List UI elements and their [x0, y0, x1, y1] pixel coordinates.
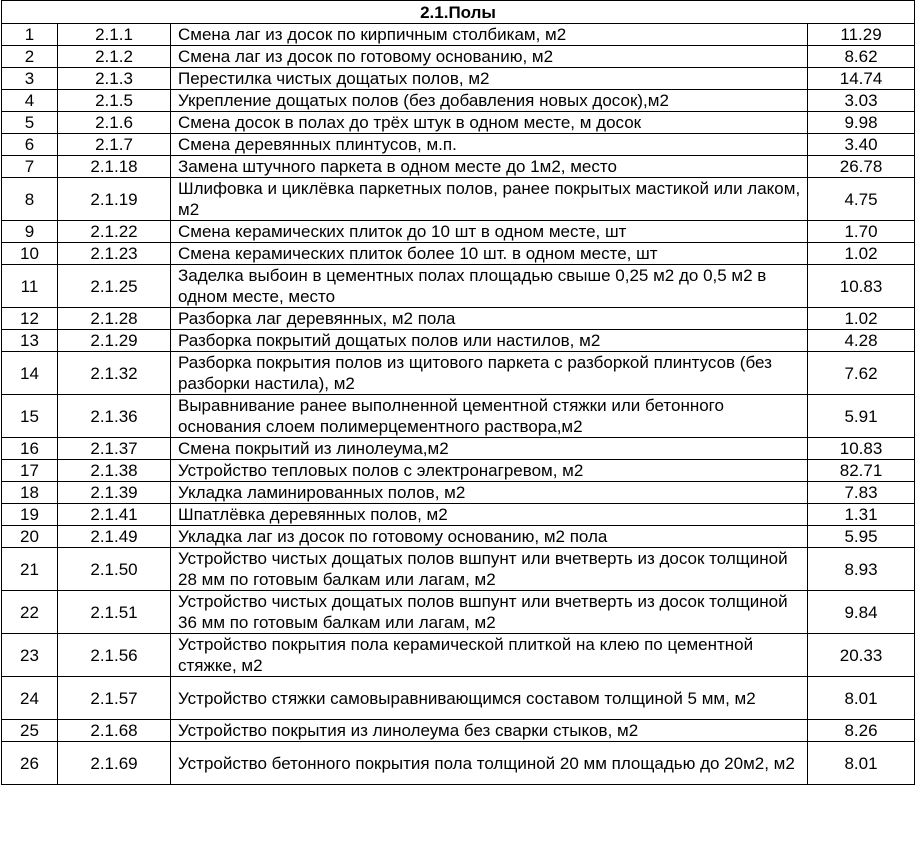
- item-value: 8.26: [808, 720, 915, 742]
- item-code: 2.1.28: [58, 308, 171, 330]
- table-title-row: [2, 1, 915, 24]
- item-value: 3.03: [808, 90, 915, 112]
- item-description: Устройство стяжки самовыравнивающимся составом толщиной 5 мм, м2: [171, 677, 808, 720]
- row-number: 7: [2, 156, 58, 178]
- item-description: Смена лаг из досок по кирпичным столбикам, м2: [171, 24, 808, 46]
- item-code: 2.1.32: [58, 352, 171, 395]
- item-value: 3.40: [808, 134, 915, 156]
- table-row: [2, 112, 915, 134]
- item-code: 2.1.50: [58, 548, 171, 591]
- table-row: [2, 156, 915, 178]
- row-number: 4: [2, 90, 58, 112]
- table-row: [2, 504, 915, 526]
- table-row: [2, 178, 915, 221]
- item-description: Разборка покрытий дощатых полов или настилов, м2: [171, 330, 808, 352]
- item-value: 14.74: [808, 68, 915, 90]
- row-number: 2: [2, 46, 58, 68]
- item-description: Смена досок в полах до трёх штук в одном месте, м досок: [171, 112, 808, 134]
- row-number: 14: [2, 352, 58, 395]
- item-code: 2.1.22: [58, 221, 171, 243]
- item-value: 1.02: [808, 243, 915, 265]
- item-description: Смена керамических плиток до 10 шт в одном месте, шт: [171, 221, 808, 243]
- row-number: 1: [2, 24, 58, 46]
- item-description: Устройство бетонного покрытия пола толщиной 20 мм площадью до 20м2, м2: [171, 742, 808, 785]
- row-number: 26: [2, 742, 58, 785]
- item-description: Выравнивание ранее выполненной цементной стяжки или бетонного основания слоем полимерцементного раствора,м2: [171, 395, 808, 438]
- item-value: 5.95: [808, 526, 915, 548]
- item-description: Укрепление дощатых полов (без добавления новых досок),м2: [171, 90, 808, 112]
- table-row: [2, 330, 915, 352]
- item-code: 2.1.39: [58, 482, 171, 504]
- item-description: Шпатлёвка деревянных полов, м2: [171, 504, 808, 526]
- item-description: Устройство покрытия пола керамической плиткой на клею по цементной стяжке, м2: [171, 634, 808, 677]
- item-description: Замена штучного паркета в одном месте до 1м2, место: [171, 156, 808, 178]
- item-description: Устройство чистых дощатых полов вшпунт или вчетверть из досок толщиной 28 мм по готовым балкам или лагам, м2: [171, 548, 808, 591]
- item-description: Смена лаг из досок по готовому основанию, м2: [171, 46, 808, 68]
- item-description: Устройство чистых дощатых полов вшпунт или вчетверть из досок толщиной 36 мм по готовым балкам или лагам, м2: [171, 591, 808, 634]
- row-number: 23: [2, 634, 58, 677]
- table-title: 2.1.Полы: [2, 1, 915, 24]
- item-value: 7.62: [808, 352, 915, 395]
- item-code: 2.1.69: [58, 742, 171, 785]
- table-row: [2, 134, 915, 156]
- item-value: 1.70: [808, 221, 915, 243]
- item-code: 2.1.7: [58, 134, 171, 156]
- item-code: 2.1.49: [58, 526, 171, 548]
- table-row: [2, 634, 915, 677]
- row-number: 24: [2, 677, 58, 720]
- item-value: 9.84: [808, 591, 915, 634]
- item-value: 8.93: [808, 548, 915, 591]
- item-value: 26.78: [808, 156, 915, 178]
- item-code: 2.1.23: [58, 243, 171, 265]
- item-code: 2.1.3: [58, 68, 171, 90]
- table-row: [2, 526, 915, 548]
- item-code: 2.1.25: [58, 265, 171, 308]
- item-code: 2.1.2: [58, 46, 171, 68]
- row-number: 21: [2, 548, 58, 591]
- row-number: 16: [2, 438, 58, 460]
- table-row: [2, 243, 915, 265]
- row-number: 3: [2, 68, 58, 90]
- table-row: [2, 742, 915, 785]
- row-number: 18: [2, 482, 58, 504]
- item-value: 82.71: [808, 460, 915, 482]
- table-row: [2, 46, 915, 68]
- item-value: 10.83: [808, 438, 915, 460]
- table-body: [2, 24, 915, 785]
- table-row: [2, 308, 915, 330]
- item-description: Смена керамических плиток более 10 шт. в одном месте, шт: [171, 243, 808, 265]
- item-code: 2.1.18: [58, 156, 171, 178]
- item-code: 2.1.5: [58, 90, 171, 112]
- table-row: [2, 24, 915, 46]
- row-number: 19: [2, 504, 58, 526]
- item-code: 2.1.37: [58, 438, 171, 460]
- item-value: 1.02: [808, 308, 915, 330]
- row-number: 10: [2, 243, 58, 265]
- item-code: 2.1.57: [58, 677, 171, 720]
- table-row: [2, 68, 915, 90]
- table-row: [2, 90, 915, 112]
- item-description: Укладка ламинированных полов, м2: [171, 482, 808, 504]
- table-row: [2, 265, 915, 308]
- item-description: Устройство тепловых полов с электронагревом, м2: [171, 460, 808, 482]
- item-value: 5.91: [808, 395, 915, 438]
- item-value: 4.28: [808, 330, 915, 352]
- table-row: [2, 352, 915, 395]
- item-value: 9.98: [808, 112, 915, 134]
- row-number: 25: [2, 720, 58, 742]
- item-code: 2.1.38: [58, 460, 171, 482]
- item-description: Разборка покрытия полов из щитового паркета с разборкой плинтусов (без разборки настила), м2: [171, 352, 808, 395]
- table-row: [2, 221, 915, 243]
- item-description: Смена покрытий из линолеума,м2: [171, 438, 808, 460]
- price-table: [1, 0, 915, 785]
- row-number: 20: [2, 526, 58, 548]
- table-row: [2, 438, 915, 460]
- item-description: Перестилка чистых дощатых полов, м2: [171, 68, 808, 90]
- item-value: 8.01: [808, 677, 915, 720]
- item-description: Укладка лаг из досок по готовому основанию, м2 пола: [171, 526, 808, 548]
- item-description: Разборка лаг деревянных, м2 пола: [171, 308, 808, 330]
- row-number: 13: [2, 330, 58, 352]
- item-code: 2.1.6: [58, 112, 171, 134]
- table-row: [2, 395, 915, 438]
- row-number: 9: [2, 221, 58, 243]
- item-value: 4.75: [808, 178, 915, 221]
- row-number: 17: [2, 460, 58, 482]
- table-row: [2, 482, 915, 504]
- item-value: 8.01: [808, 742, 915, 785]
- item-code: 2.1.36: [58, 395, 171, 438]
- row-number: 11: [2, 265, 58, 308]
- item-description: Смена деревянных плинтусов, м.п.: [171, 134, 808, 156]
- item-description: Устройство покрытия из линолеума без сварки стыков, м2: [171, 720, 808, 742]
- item-value: 11.29: [808, 24, 915, 46]
- item-code: 2.1.41: [58, 504, 171, 526]
- item-value: 10.83: [808, 265, 915, 308]
- row-number: 6: [2, 134, 58, 156]
- row-number: 12: [2, 308, 58, 330]
- item-code: 2.1.19: [58, 178, 171, 221]
- table-row: [2, 677, 915, 720]
- item-code: 2.1.56: [58, 634, 171, 677]
- item-code: 2.1.1: [58, 24, 171, 46]
- item-description: Шлифовка и циклёвка паркетных полов, ранее покрытых мастикой или лаком, м2: [171, 178, 808, 221]
- item-description: Заделка выбоин в цементных полах площадью свыше 0,25 м2 до 0,5 м2 в одном месте, место: [171, 265, 808, 308]
- row-number: 5: [2, 112, 58, 134]
- table-row: [2, 460, 915, 482]
- item-code: 2.1.68: [58, 720, 171, 742]
- item-code: 2.1.51: [58, 591, 171, 634]
- table-row: [2, 548, 915, 591]
- item-value: 1.31: [808, 504, 915, 526]
- table-row: [2, 591, 915, 634]
- table-row: [2, 720, 915, 742]
- item-value: 7.83: [808, 482, 915, 504]
- item-code: 2.1.29: [58, 330, 171, 352]
- row-number: 8: [2, 178, 58, 221]
- row-number: 15: [2, 395, 58, 438]
- item-value: 20.33: [808, 634, 915, 677]
- row-number: 22: [2, 591, 58, 634]
- item-value: 8.62: [808, 46, 915, 68]
